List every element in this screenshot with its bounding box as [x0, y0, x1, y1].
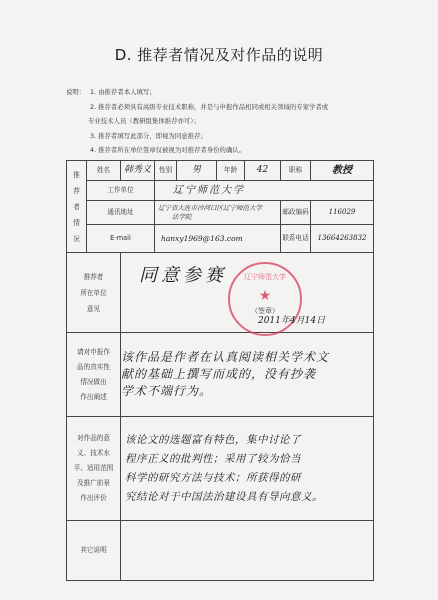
- label-line: 情况做出: [80, 377, 107, 386]
- evaluation-statement: [121, 417, 374, 521]
- page-title: D. 推荐者情况及对作品的说明: [114, 46, 324, 64]
- seal-ring-text: 辽宁师范大学: [244, 273, 286, 281]
- side-label-char: 情: [73, 218, 80, 227]
- age-value: 42: [245, 161, 281, 181]
- statement-line: 程序正义的批判性；采用了较为恰当: [125, 452, 301, 465]
- statement-line: 究结论对于中国法治建设具有导向意义。: [125, 490, 323, 503]
- label-line: 品的真实性: [77, 362, 110, 371]
- instruction-item: 专业技术人员（教研组集体推荐亦可）；: [88, 117, 200, 125]
- address-label: 通讯地址: [87, 201, 155, 225]
- unit-opinion-value: 同意参赛: [139, 265, 227, 286]
- instruction-item: 3. 推荐者填写此部分，即视为同意推荐；: [90, 132, 207, 140]
- label-line: 作出评价: [80, 494, 107, 502]
- other-label: 其它说明: [67, 521, 121, 581]
- label-line: 所在单位: [80, 288, 107, 297]
- academic-label: [67, 333, 121, 417]
- email-label: E-mail: [87, 225, 155, 253]
- address-value: [155, 201, 281, 225]
- name-label: 姓名: [87, 161, 121, 181]
- unit-opinion-label: [67, 253, 121, 333]
- side-label-char: 推: [73, 170, 80, 179]
- instruction-item: 1. 由推荐者本人填写；: [90, 88, 156, 96]
- email-value: hanxy1969@163.com: [155, 225, 281, 253]
- statement-line: 该作品是作者在认真阅读相关学术文: [121, 350, 330, 364]
- phone-label: 联系电话: [281, 225, 311, 253]
- label-line: 作出阐述: [80, 392, 107, 401]
- label-line: 对作品的意: [77, 434, 110, 442]
- evaluation-label: [67, 417, 121, 521]
- star-icon: ★: [258, 288, 272, 304]
- instruction-item: 2. 推荐者必须具有高级专业技术职称，并是与申报作品相同或相关领域的专家学者或: [90, 103, 329, 111]
- side-label-char: 者: [73, 202, 80, 211]
- side-label-char: 荐: [73, 186, 80, 195]
- signature-date: 2011年4月14日: [258, 316, 326, 326]
- gender-label: 性别: [155, 161, 177, 181]
- statement-line: 该论文的选题富有特色，集中讨论了: [125, 433, 301, 446]
- label-line: 意见: [86, 304, 101, 313]
- academic-statement: [121, 333, 374, 417]
- age-label: 年龄: [217, 161, 245, 181]
- recommender-form: [66, 160, 374, 581]
- workplace-label: 工作单位: [87, 181, 155, 201]
- title-label: 职称: [281, 161, 311, 181]
- label-line: 平、适用范围: [73, 464, 114, 472]
- phone-value: 13664263832: [311, 225, 374, 253]
- name-value: 韩秀义: [121, 161, 155, 181]
- instructions-header: 说明：: [66, 88, 86, 96]
- statement-line: 科学的研究方法与技术；所获得的研: [125, 471, 301, 484]
- statement-line: 献的基础上撰写而成的，没有抄袭: [121, 367, 317, 381]
- gender-value: 男: [177, 161, 217, 181]
- side-label-char: 况: [73, 234, 80, 243]
- seal-sign-label: （签章）: [251, 307, 279, 315]
- label-line: 义、技术水: [77, 449, 110, 457]
- side-label-recommender: [67, 161, 87, 253]
- address-line: 法学院: [172, 212, 192, 221]
- title-value: 教授: [311, 161, 374, 181]
- statement-line: 学术不端行为。: [121, 384, 213, 398]
- label-line: 请对申报作: [77, 347, 110, 356]
- instruction-item: 4. 推荐者所在单位签章仅被视为对推荐者身份的确认。: [90, 146, 246, 154]
- postcode-label: 邮政编码: [281, 201, 311, 225]
- label-line: 及推广前景: [77, 479, 110, 487]
- other-value: [121, 521, 374, 581]
- workplace-value: 辽宁师范大学: [155, 181, 374, 201]
- label-line: 推荐者: [83, 272, 104, 281]
- address-line: 辽宁省大连市沙河口区辽宁师范大学: [158, 203, 262, 212]
- postcode-value: 116029: [311, 201, 374, 225]
